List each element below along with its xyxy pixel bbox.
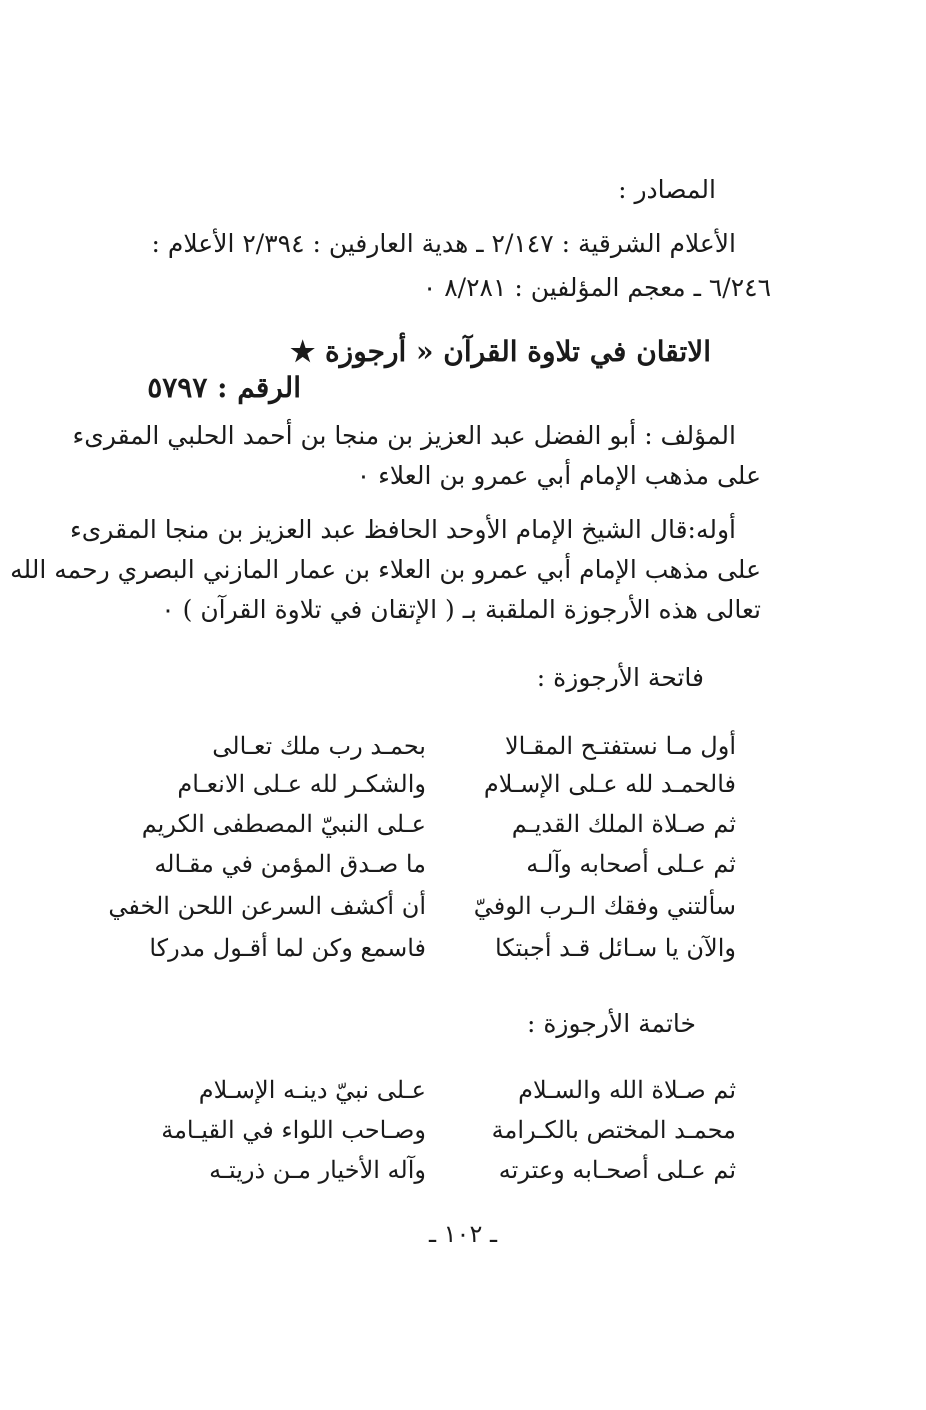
fatiha-verse-4a: ثم عـلى أصحابه وآلـه [526, 850, 736, 878]
fatiha-verse-2b: والشكـر لله عـلى الانعـام [177, 770, 426, 798]
khatima-verse-1a: ثم صـلاة الله والسـلام [518, 1076, 736, 1104]
sources-line-2: ٦/٢٤٦ ـ معجم المؤلفين : ٨/٢٨١ ٠ [422, 273, 771, 302]
fatiha-verse-1b: بحمـد رب ملك تعـالى [212, 732, 426, 760]
page-number: ـ ١٠٢ ـ [428, 1220, 497, 1248]
fatiha-verse-5a: سألتني وفقك الـرب الوفيّ [473, 892, 736, 920]
fatiha-heading: فاتحة الأرجوزة : [536, 663, 704, 692]
fatiha-verse-3a: ثم صـلاة الملك القديـم [511, 810, 736, 838]
khatima-verse-3b: وآله الأخيار مـن ذريتـه [209, 1156, 426, 1184]
khatima-heading: خاتمة الأرجوزة : [526, 1009, 696, 1038]
entry-title: الاتقان في تلاوة القرآن « أرجوزة ★ [290, 335, 711, 368]
fatiha-verse-3b: عـلى النبيّ المصطفى الكريم [141, 810, 426, 838]
fatiha-verse-2a: فالحمـد لله عـلى الإسـلام [483, 770, 736, 798]
khatima-verse-2b: وصـاحب اللواء في القيـامة [161, 1116, 426, 1144]
entry-number: الرقم : ٥٧٩٧ [147, 371, 301, 404]
opening-line-2: على مذهب الإمام أبي عمرو بن العلاء بن عمار المازني البصري رحمه الله [10, 555, 761, 584]
fatiha-verse-5b: أن أكشف السرعن اللحن الخفي [108, 892, 426, 920]
fatiha-verse-6b: فاسمع وكن لما أقـول مدركا [149, 934, 426, 962]
opening-line-3: تعالى هذه الأرجوزة الملقبة بـ ( الإتقان في تلاوة القرآن ) ٠ [161, 595, 761, 624]
author-line-2: على مذهب الإمام أبي عمرو بن العلاء ٠ [356, 461, 761, 490]
fatiha-verse-6a: والآن يا سـائل قـد أجبتكا [494, 934, 736, 962]
sources-heading: المصادر : [618, 175, 716, 204]
khatima-verse-1b: عـلى نبيّ دينـه الإسـلام [198, 1076, 426, 1104]
khatima-verse-3a: ثم عـلى أصحـابه وعترته [498, 1156, 736, 1184]
fatiha-verse-4b: ما صـدق المؤمن في مقـاله [154, 850, 426, 878]
khatima-verse-2a: محمـد المختص بالكـرامة [491, 1116, 736, 1144]
opening-line-1: أوله:قال الشيخ الإمام الأوحد الحافظ عبد العزيز بن منجا المقرىء [69, 515, 736, 544]
fatiha-verse-1a: أول مـا نستفتـح المقـالا [504, 732, 736, 760]
sources-line-1: الأعلام الشرقية : ٢/١٤٧ ـ هدية العارفين : ٢/٣٩٤ الأعلام : [151, 229, 736, 258]
author-line-1: المؤلف : أبو الفضل عبد العزيز بن منجا بن أحمد الحلبي المقرىء [72, 421, 736, 450]
